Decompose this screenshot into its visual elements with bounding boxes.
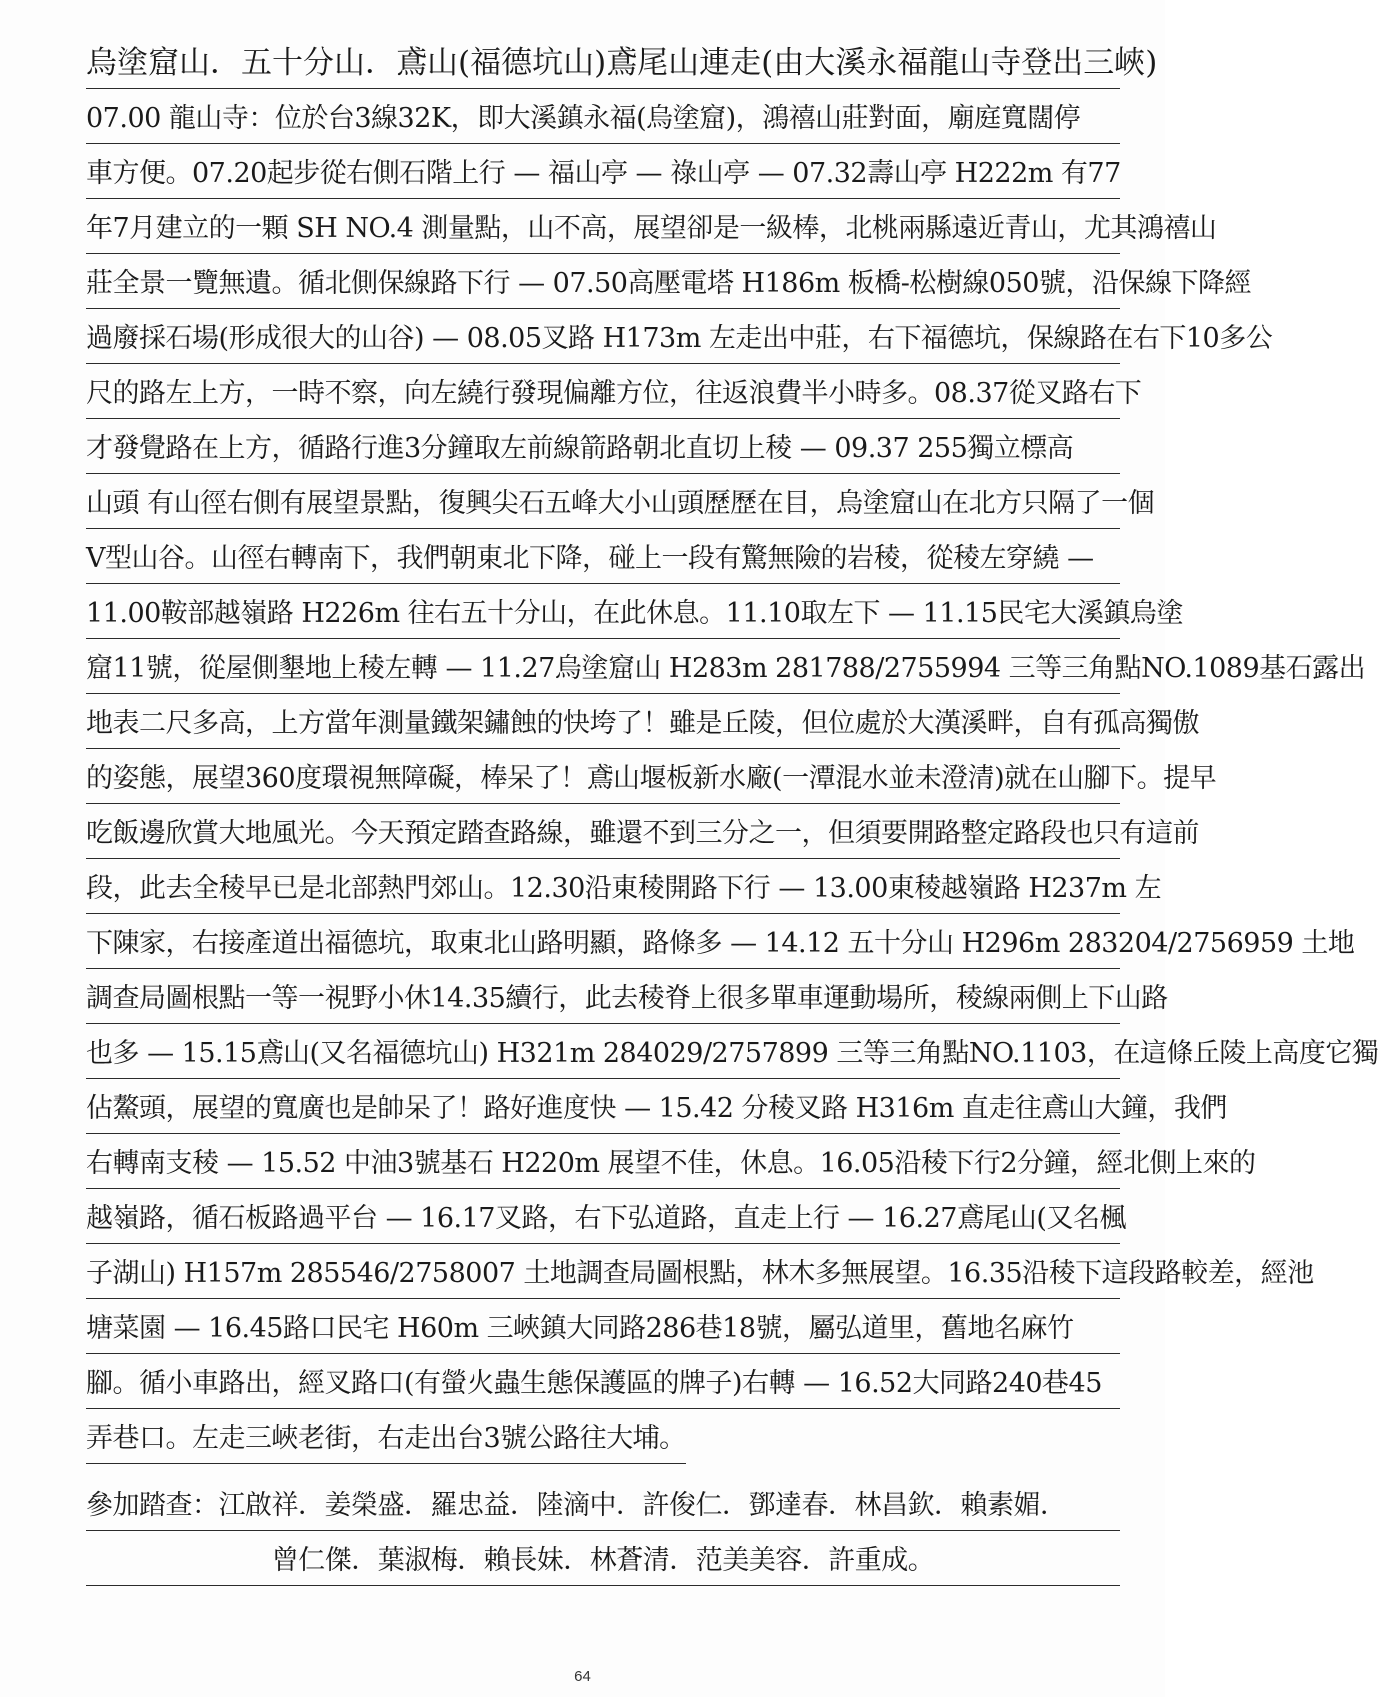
page-title: 烏塗窟山．五十分山．鳶山(福德坑山)鳶尾山連走(由大溪永福龍山寺登出三峽)	[86, 32, 1120, 89]
text-line-12: 地表二尺多高，上方當年測量鐵架鏽蝕的快垮了！雖是丘陵，但位處於大漢溪畔，自有孤高獨傲	[86, 694, 1120, 749]
text-line-7: 才發覺路在上方，循路行進3分鐘取左前線箭路朝北直切上稜 — 09.37 255獨立標高	[86, 419, 1120, 474]
text-line-11: 窟11號，從屋側墾地上稜左轉 — 11.27烏塗窟山 H283m 281788/2755994 三等三角點NO.1089基石露出	[86, 639, 1120, 694]
text-line-15: 段，此去全稜早已是北部熱門郊山。12.30沿東稜開路下行 — 13.00東稜越嶺路 H237m 左	[86, 859, 1120, 914]
text-line-8: 山頭 有山徑右側有展望景點，復興尖石五峰大小山頭歷歷在目，烏塗窟山在北方只隔了一個	[86, 474, 1120, 529]
participants-line-2: 曾仁傑．葉淑梅．賴長妹．林蒼清．范美美容．許重成。	[86, 1531, 1120, 1586]
text-line-6: 尺的路左上方，一時不察，向左繞行發現偏離方位，往返浪費半小時多。08.37從叉路右下	[86, 364, 1120, 419]
text-line-4: 莊全景一覽無遺。循北側保線路下行 — 07.50高壓電塔 H186m 板橋-松樹線050號，沿保線下降經	[86, 254, 1120, 309]
text-line-19: 佔鰲頭，展望的寬廣也是帥呆了！路好進度快 — 15.42 分稜叉路 H316m 直走往鳶山大鐘，我們	[86, 1079, 1120, 1134]
text-line-25: 弄巷口。左走三峽老街，右走出台3號公路往大埔。	[86, 1409, 686, 1464]
text-line-14: 吃飯邊欣賞大地風光。今天預定踏查路線，雖還不到三分之一，但須要開路整定路段也只有這前	[86, 804, 1120, 859]
text-line-18: 也多 — 15.15鳶山(又名福德坑山) H321m 284029/2757899 三等三角點NO.1103，在這條丘陵上高度它獨	[86, 1024, 1120, 1079]
text-line-20: 右轉南支稜 — 15.52 中油3號基石 H220m 展望不佳，休息。16.05沿稜下行2分鐘，經北側上來的	[86, 1134, 1120, 1189]
text-line-16: 下陳家，右接產道出福德坑，取東北山路明顯，路條多 — 14.12 五十分山 H296m 283204/2756959 土地	[86, 914, 1120, 969]
text-line-5: 過廢採石場(形成很大的山谷) — 08.05叉路 H173m 左走出中莊，右下福德坑，保線路在右下10多公	[86, 309, 1120, 364]
text-line-9: V型山谷。山徑右轉南下，我們朝東北下降，碰上一段有驚無險的岩稜，從稜左穿繞 —	[86, 529, 1120, 584]
text-line-21: 越嶺路，循石板路過平台 — 16.17叉路，右下弘道路，直走上行 — 16.27鳶尾山(又名楓	[86, 1189, 1120, 1244]
page-number: 64	[574, 1668, 591, 1685]
text-line-3: 年7月建立的一顆 SH NO.4 測量點，山不高，展望卻是一級棒，北桃兩縣遠近青山，尤其鴻禧山	[86, 199, 1120, 254]
handwritten-sheet	[86, 32, 1378, 1576]
text-line-10: 11.00鞍部越嶺路 H226m 往右五十分山，在此休息。11.10取左下 — 11.15民宅大溪鎮烏塗	[86, 584, 1120, 639]
participants-line-1: 參加踏查：江啟祥．姜榮盛．羅忠益．陸滴中．許俊仁．鄧達春．林昌欽．賴素媚．	[86, 1476, 1120, 1531]
text-line-24: 腳。循小車路出，經叉路口(有螢火蟲生態保護區的牌子)右轉 — 16.52大同路240巷45	[86, 1354, 1120, 1409]
text-line-17: 調查局圖根點一等一視野小休14.35續行，此去稜脊上很多單車運動場所，稜線兩側上下山路	[86, 969, 1120, 1024]
text-line-13: 的姿態，展望360度環視無障礙，棒呆了！鳶山堰板新水廠(一潭混水並未澄清)就在山腳下。提早	[86, 749, 1120, 804]
text-line-23: 塘菜園 — 16.45路口民宅 H60m 三峽鎮大同路286巷18號，屬弘道里，舊地名麻竹	[86, 1299, 1120, 1354]
text-line-2: 車方便。07.20起步從右側石階上行 — 福山亭 — 祿山亭 — 07.32壽山亭 H222m 有77	[86, 144, 1120, 199]
text-line-1: 07.00 龍山寺：位於台3線32K，即大溪鎮永福(烏塗窟)，鴻禧山莊對面，廟庭寬闊停	[86, 89, 1120, 144]
text-line-22: 子湖山) H157m 285546/2758007 土地調查局圖根點，林木多無展望。16.35沿稜下這段路較差，經池	[86, 1244, 1120, 1299]
